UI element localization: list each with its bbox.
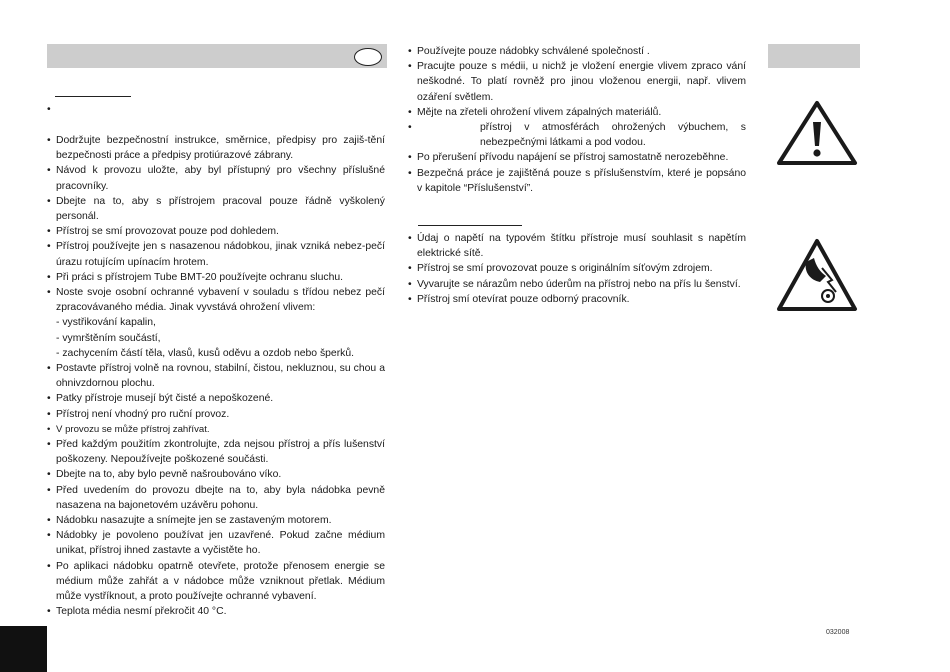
list-item: • Pracujte pouze s médii, u nichž je vložení energie vlivem zpraco vání neškodné. To platí rovněž pro jinou vloženou energii, např. vlivem ozáření světlem.	[408, 59, 746, 105]
list-item: • Přístroj používejte jen s nasazenou nádobkou, jinak vzniká nebez-pečí úrazu rotujícím upínacím hrotem.	[47, 239, 385, 269]
list-item: • Po aplikaci nádobku opatrně otevřete, protože přenosem energie se médium může zahřát a v nádobce může vzniknout přetlak. Médium může vystříknout, a proto používejte ochranné vybavení.	[47, 559, 385, 605]
list-item: • Přístroj se smí provozovat pouze s originálním síťovým zdrojem.	[408, 261, 746, 276]
list-item: • Přístroj není vhodný pro ruční provoz.	[47, 407, 385, 422]
list-item: • Teplota média nesmí překročit 40 °C.	[47, 604, 385, 619]
warning-triangle-icon	[776, 100, 858, 166]
subheading-rule	[55, 96, 131, 97]
empty-bullet: •	[47, 104, 51, 115]
subheading-rule	[418, 225, 522, 226]
list-item: • Používejte pouze nádobky schválené společností .	[408, 44, 746, 59]
list-item: • Bezpečná práce je zajištěná pouze s příslušenstvím, které je popsáno v kapitole “Příslušenství”.	[408, 166, 746, 196]
list-item: • Vyvarujte se nárazům nebo úderům na přístroj nebo na přís lu šenství.	[408, 277, 746, 292]
list-item: • Po přerušení přívodu napájení se přístroj samostatně nerozeběhne.	[408, 150, 746, 165]
list-item: • Dbejte na to, aby bylo pevně našroubováno víko.	[47, 467, 385, 482]
list-item: • přístroj v atmosférách ohrožených výbuchem, s nebezpečnými látkami a pod vodou.	[408, 120, 746, 150]
electrical-hazard-icon	[776, 238, 858, 312]
list-item: • Údaj o napětí na typovém štítku přístroje musí souhlasit s napětím elektrické sítě.	[408, 231, 746, 261]
list-item: • Při práci s přístrojem Tube BMT-20 používejte ochranu sluchu.	[47, 270, 385, 285]
left-column	[47, 133, 385, 620]
list-item: • Před uvedením do provozu dbejte na to, aby byla nádobka pevně nasazena na bajonetovém uzávěru pohonu.	[47, 483, 385, 513]
list-item: • Před každým použitím zkontrolujte, zda nejsou přístroj a přís lušenství poškozeny. Nepoužívejte poškozené součásti.	[47, 437, 385, 467]
sub-item: - vymrštěním součástí,	[56, 332, 161, 344]
sub-item: - vystřikování kapalin,	[56, 317, 156, 329]
document-code: 032008	[826, 629, 850, 636]
list-item: • V provozu se může přístroj zahřívat.	[47, 422, 385, 437]
list-item: • Návod k provozu uložte, aby byl přístupný pro všechny příslušné pracovníky.	[47, 163, 385, 193]
list-item: • Dodržujte bezpečnostní instrukce, směrnice, předpisy pro zajiš-tění bezpečnosti práce a předpisy protiúrazové zábrany.	[47, 133, 385, 163]
section-number-badge	[354, 48, 382, 66]
section-header-bar	[47, 44, 387, 68]
page-corner-tab	[0, 626, 47, 672]
list-item: • Přístroj smí otevírat pouze odborný pracovník.	[408, 292, 746, 307]
list-item: • Dbejte na to, aby s přístrojem pracoval pouze řádně vyškolený personál.	[47, 194, 385, 224]
list-item: • Noste svoje osobní ochranné vybavení v souladu s třídou nebez pečí zpracovávaného média. Jinak vyvstává ohrožení vlivem:	[47, 285, 385, 315]
list-item: • Mějte na zřeteli ohrožení vlivem zápalných materiálů.	[408, 105, 746, 120]
list-item: • Nádobky je povoleno používat jen uzavřené. Pokud začne médium unikat, přístroj ihned zastavte a vyčistěte ho.	[47, 528, 385, 558]
list-item: • Patky přístroje musejí být čisté a nepoškozené.	[47, 391, 385, 406]
sub-item: - zachycením částí těla, vlasů, kusů oděvu a ozdob nebo šperků.	[56, 347, 355, 359]
list-item: • Nádobku nasazujte a snímejte jen se zastaveným motorem.	[47, 513, 385, 528]
right-column-top	[408, 44, 746, 196]
right-column-bottom	[408, 231, 746, 307]
list-item: • Postavte přístroj volně na rovnou, stabilní, čistou, nekluznou, su chou a ohnivzdornou plochu.	[47, 361, 385, 391]
sidebar-header-bar	[768, 44, 860, 68]
list-item: • Přístroj se smí provozovat pouze pod dohledem.	[47, 224, 385, 239]
